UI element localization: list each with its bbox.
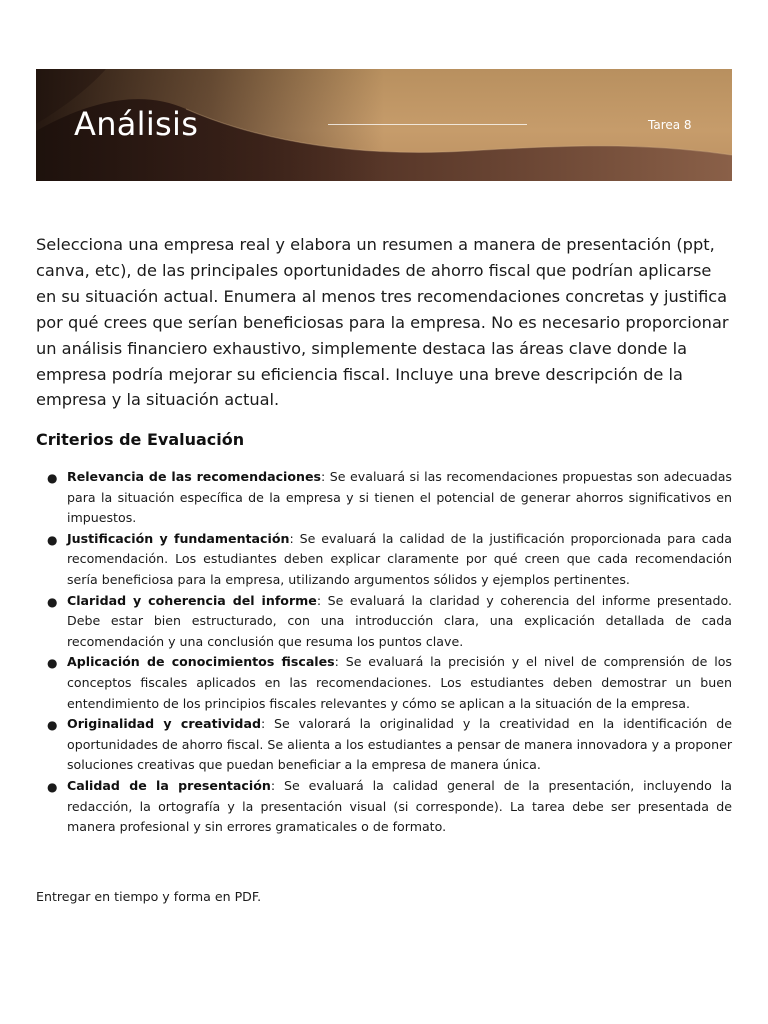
header-banner	[36, 69, 732, 181]
bullet-icon: ●	[47, 779, 58, 794]
criteria-item-title: Relevancia de las recomendaciones	[67, 469, 322, 484]
criteria-item-text: : Se valorará la originalidad y la creatividad en la identificación de oportunidades de ahorro fiscal. Se alienta a los estudiantes a pensar de manera innovadora y a proponer soluciones creativas que puedan beneficiar a la empresa de manera única.	[67, 716, 733, 773]
criteria-item-text: : Se evaluará la calidad de la justificación proporcionada para cada recomendación. Los estudiantes deben explicar claramente por qué creen que cada recomendación sería beneficiosa para la empresa, utilizando argumentos sólidos y ejemplos pertinentes.	[67, 530, 732, 587]
criteria-item-title: Aplicación de conocimientos fiscales	[67, 654, 335, 670]
criteria-item-relevance	[36, 467, 732, 529]
criteria-item-title: Justificación y fundamentación	[67, 530, 290, 546]
criteria-item-text: : Se evaluará la calidad general de la presentación, incluyendo la redacción, la ortografía y la presentación visual (si corresponde). La tarea debe ser presentada de manera profesional y sin errores gramaticales o de formato.	[67, 777, 732, 835]
criteria-item-title: Originalidad y creatividad	[67, 716, 261, 732]
criteria-item-title: Claridad y coherencia del informe	[67, 592, 317, 608]
criteria-item-justification	[36, 529, 732, 591]
bullet-icon: ●	[47, 532, 58, 547]
bullet-icon: ●	[47, 656, 58, 671]
delivery-note: Entregar en tiempo y forma en PDF.	[36, 889, 262, 904]
criteria-item-title: Calidad de la presentación	[67, 777, 271, 793]
bullet-icon: ●	[47, 718, 58, 733]
task-label: Tarea 8	[648, 118, 692, 132]
criteria-item-text: : Se evaluará la precisión y el nivel de comprensión de los conceptos fiscales aplicados en las recomendaciones. Los estudiantes deben demostrar un buen entendimiento de los principios fiscales relevantes y cómo se aplican a la situación de la empresa.	[67, 654, 732, 711]
criteria-list	[36, 467, 732, 838]
bullet-icon: ●	[47, 471, 58, 485]
criteria-heading: Criterios de Evaluación	[36, 430, 245, 449]
criteria-item-text: : Se evaluará si las recomendaciones propuestas son adecuadas para la situación específica de la empresa y si tienen el potencial de generar ahorros significativos en impuestos.	[67, 469, 732, 526]
criteria-item-text: : Se evaluará la claridad y coherencia del informe presentado. Debe estar bien estructurado, con una introducción clara, una explicación detallada de cada recomendación y una conclusión que resuma los puntos clave.	[67, 592, 732, 649]
page-title: Análisis	[74, 105, 199, 143]
bullet-icon: ●	[47, 594, 58, 609]
criteria-item-originality	[36, 714, 732, 776]
criteria-item-tax-knowledge	[36, 652, 732, 714]
criteria-item-clarity	[36, 591, 732, 653]
banner-divider-line	[328, 124, 527, 125]
criteria-item-presentation	[36, 776, 732, 838]
assignment-description: Selecciona una empresa real y elabora un resumen a manera de presentación (ppt, canva, etc), de las principales oportunidades de ahorro fiscal que podrían aplicarse en su situación actual. Enumera al menos tres recomendaciones concretas y justifica por qué crees que serían beneficiosas para la empresa. No es necesario proporcionar un análisis financiero exhaustivo, simplemente destaca las áreas clave donde la empresa podría mejorar su eficiencia fiscal. Incluye una breve descripción de la empresa y la situación actual.	[36, 235, 729, 410]
